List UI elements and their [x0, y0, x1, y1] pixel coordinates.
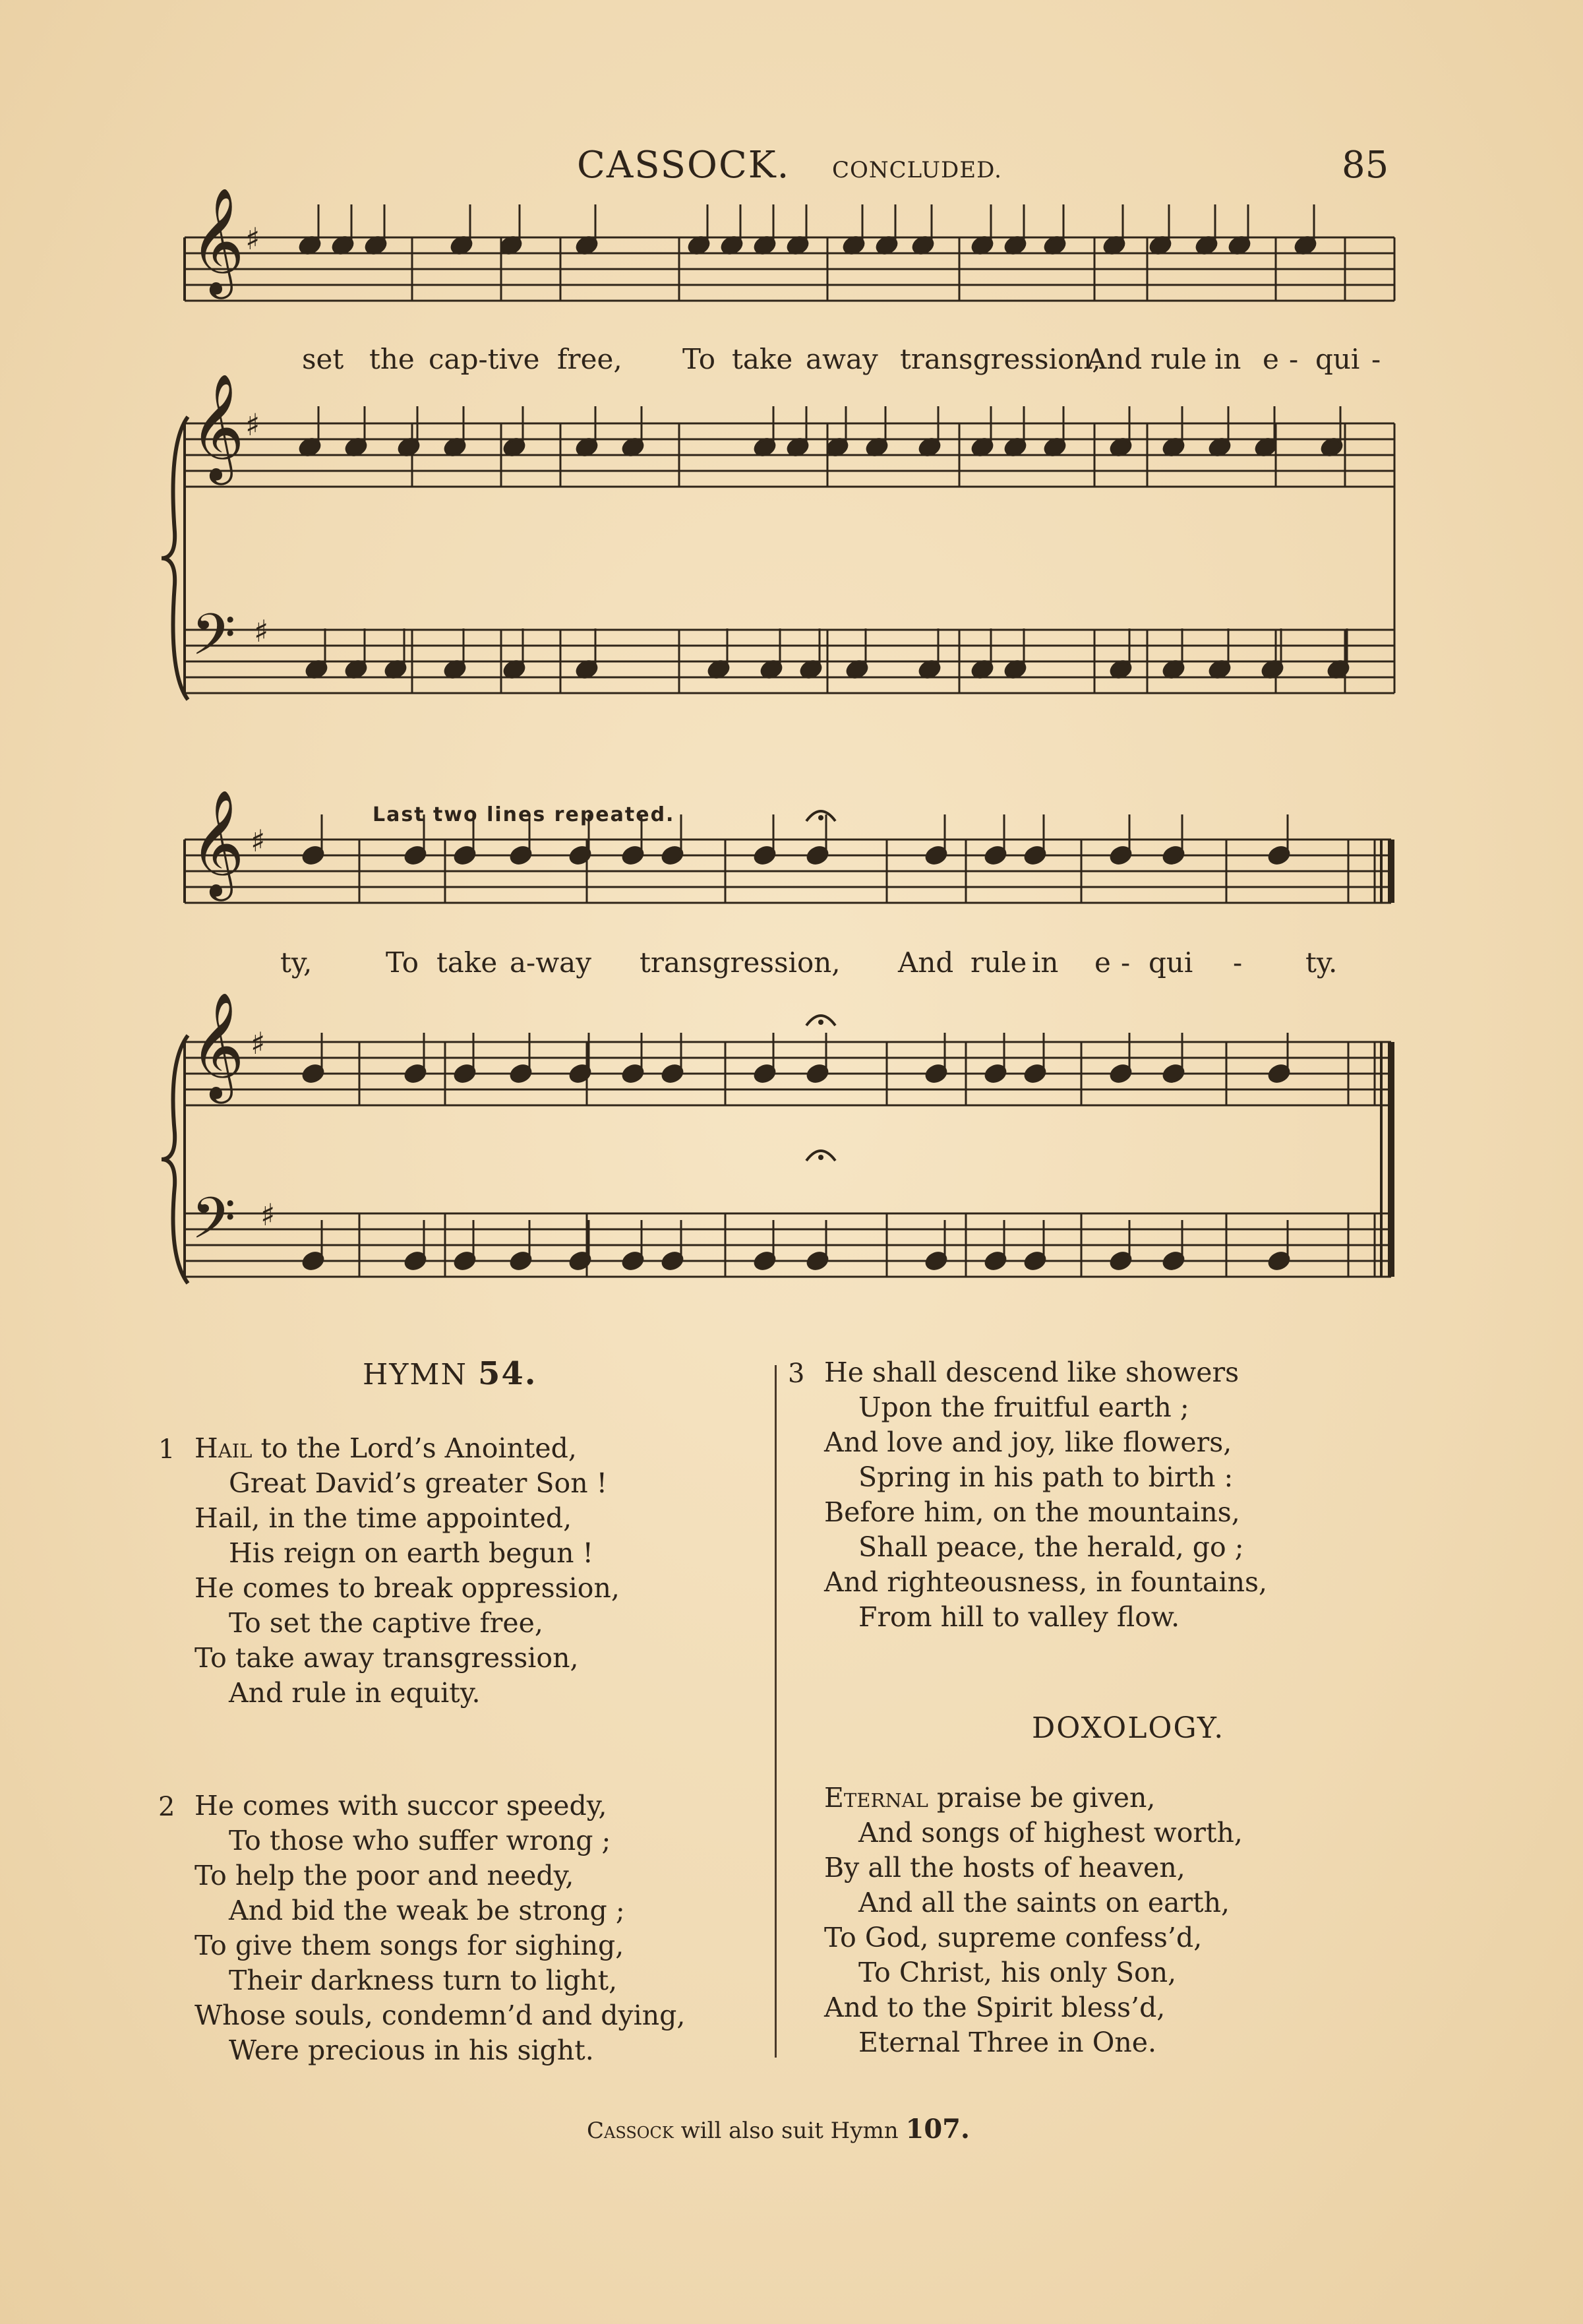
fermata-dot	[818, 1020, 823, 1025]
verse-line: And rule in equity.	[229, 1677, 481, 1709]
verse-line: praise be given,	[928, 1782, 1156, 1814]
hymn-heading-label: HYMN	[363, 1358, 467, 1391]
lyric-word: take	[436, 946, 498, 979]
lyric-word: e	[1263, 343, 1279, 375]
verse-line: Their darkness turn to light,	[229, 1965, 618, 1996]
verse-line: And all the saints on earth,	[858, 1887, 1230, 1918]
verse-line: To help the poor and needy,	[194, 1860, 574, 1891]
lyric-word: ty.	[1305, 946, 1338, 979]
bass-clef: 𝄢	[191, 1185, 236, 1266]
lyric-word: rule	[971, 946, 1027, 979]
stanza-number: 1	[158, 1434, 175, 1465]
lyric-word: -	[1289, 343, 1299, 375]
verse-line: He comes to break oppression,	[194, 1572, 620, 1604]
key-sharp: ♯	[254, 613, 269, 649]
stanza-3	[824, 1355, 1267, 1635]
lyric-word: in	[1214, 343, 1241, 375]
verse-line: To Christ, his only Son,	[858, 1957, 1177, 1988]
stanza-number: 2	[158, 1792, 175, 1822]
doxology-heading: DOXOLOGY.	[1032, 1711, 1225, 1745]
lyric-word: take	[732, 343, 793, 375]
key-sharp: ♯	[251, 823, 266, 859]
repeat-instruction: Last two lines repeated.	[373, 803, 675, 826]
verse-line: Spring in his path to birth :	[858, 1461, 1234, 1493]
lyric-word: free,	[557, 343, 622, 375]
lyric-word: -	[1371, 343, 1381, 375]
verse-line: He comes with succor speedy,	[194, 1790, 607, 1821]
hymn-heading	[363, 1355, 537, 1392]
bass-clef: 𝄢	[191, 601, 236, 682]
verse-line: He shall descend like showers	[824, 1357, 1240, 1388]
tune-subtitle: CONCLUDED.	[832, 157, 1002, 183]
lyric-word: qui	[1315, 343, 1360, 375]
lyric-word: e	[1094, 946, 1111, 979]
footer-hymn-ref: 107.	[905, 2114, 970, 2145]
verse-line: To give them songs for sighing,	[194, 1930, 624, 1961]
lyric-word: transgression,	[900, 343, 1101, 375]
key-sharp: ♯	[260, 1197, 276, 1233]
verse-line: Upon the fruitful earth ;	[858, 1391, 1189, 1423]
final-barline	[1388, 840, 1394, 903]
footer-note	[587, 2114, 970, 2145]
lyric-word: transgression,	[640, 946, 841, 979]
lyric-word: in	[1032, 946, 1059, 979]
lyric-word: To	[386, 946, 419, 979]
lyric-word: set	[302, 343, 344, 375]
lyric-word: a-way	[510, 946, 591, 979]
verse-line: And love and joy, like flowers,	[824, 1426, 1232, 1458]
key-sharp: ♯	[245, 221, 260, 257]
fermata-dot	[818, 1155, 823, 1160]
tune-title: CASSOCK.	[577, 144, 791, 187]
column-divider	[775, 1365, 777, 2058]
stanza-1	[194, 1431, 620, 1711]
lyric-word: To	[682, 343, 716, 375]
lyric-word: rule	[1150, 343, 1207, 375]
treble-clef: 𝄞	[190, 187, 245, 295]
treble-clef: 𝄞	[190, 373, 245, 481]
key-sharp: ♯	[245, 407, 260, 443]
lyric-word: And	[1087, 343, 1143, 375]
verse-line: Eternal Three in One.	[858, 2027, 1157, 2058]
verse-line: By all the hosts of heaven,	[824, 1852, 1185, 1883]
verse-line: Shall peace, the herald, go ;	[858, 1531, 1244, 1563]
verse-line: to the Lord’s Anointed,	[252, 1432, 577, 1464]
stanza-number: 3	[788, 1359, 805, 1389]
page-number: 85	[1342, 144, 1389, 187]
final-barline	[1388, 1042, 1394, 1277]
lyric-word: qui	[1149, 946, 1193, 979]
footer-tune-name: Cassock	[587, 2118, 674, 2144]
stanza-2	[194, 1789, 685, 2068]
verse-line: Great David’s greater Son !	[229, 1467, 608, 1499]
verse-line: His reign on earth begun !	[229, 1537, 594, 1569]
key-sharp: ♯	[251, 1025, 266, 1061]
verse-line: And righteousness, in fountains,	[824, 1566, 1268, 1598]
verse-line: To set the captive free,	[229, 1607, 543, 1639]
lyric-word: -	[1233, 946, 1243, 979]
lyric-word: ty,	[280, 946, 313, 979]
verse-line: To those who suffer wrong ;	[229, 1825, 611, 1856]
verse-line: And songs of highest worth,	[858, 1817, 1243, 1849]
lyric-word: -	[1121, 946, 1131, 979]
lyric-word: away	[806, 343, 878, 375]
lyric-word: the	[369, 343, 415, 375]
verse-line: To take away transgression,	[194, 1642, 579, 1674]
verse-line: And bid the weak be strong ;	[229, 1895, 625, 1926]
verse-line: And to the Spirit bless’d,	[824, 1992, 1166, 2023]
verse-line: Whose souls, condemn’d and dying,	[194, 2000, 686, 2031]
verse-line: To God, supreme confess’d,	[824, 1922, 1203, 1953]
verse-line: Were precious in his sight.	[229, 2034, 594, 2066]
doxology-verse	[824, 1781, 1243, 2060]
treble-clef: 𝄞	[190, 992, 245, 1099]
verse-line: Hail, in the time appointed,	[194, 1502, 572, 1534]
footer-text: will also suit Hymn	[673, 2118, 906, 2144]
stanza-first-word: Hail	[194, 1432, 253, 1464]
verse-line: Before him, on the mountains,	[824, 1496, 1240, 1528]
fermata-dot	[818, 815, 823, 820]
hymn-number: 54.	[477, 1355, 537, 1392]
lyric-word: cap-tive	[429, 343, 540, 375]
verse-line: From hill to valley flow.	[858, 1601, 1180, 1633]
doxology-first-word: Eternal	[824, 1782, 928, 1814]
lyric-word: And	[898, 946, 954, 979]
treble-clef: 𝄞	[190, 789, 245, 897]
